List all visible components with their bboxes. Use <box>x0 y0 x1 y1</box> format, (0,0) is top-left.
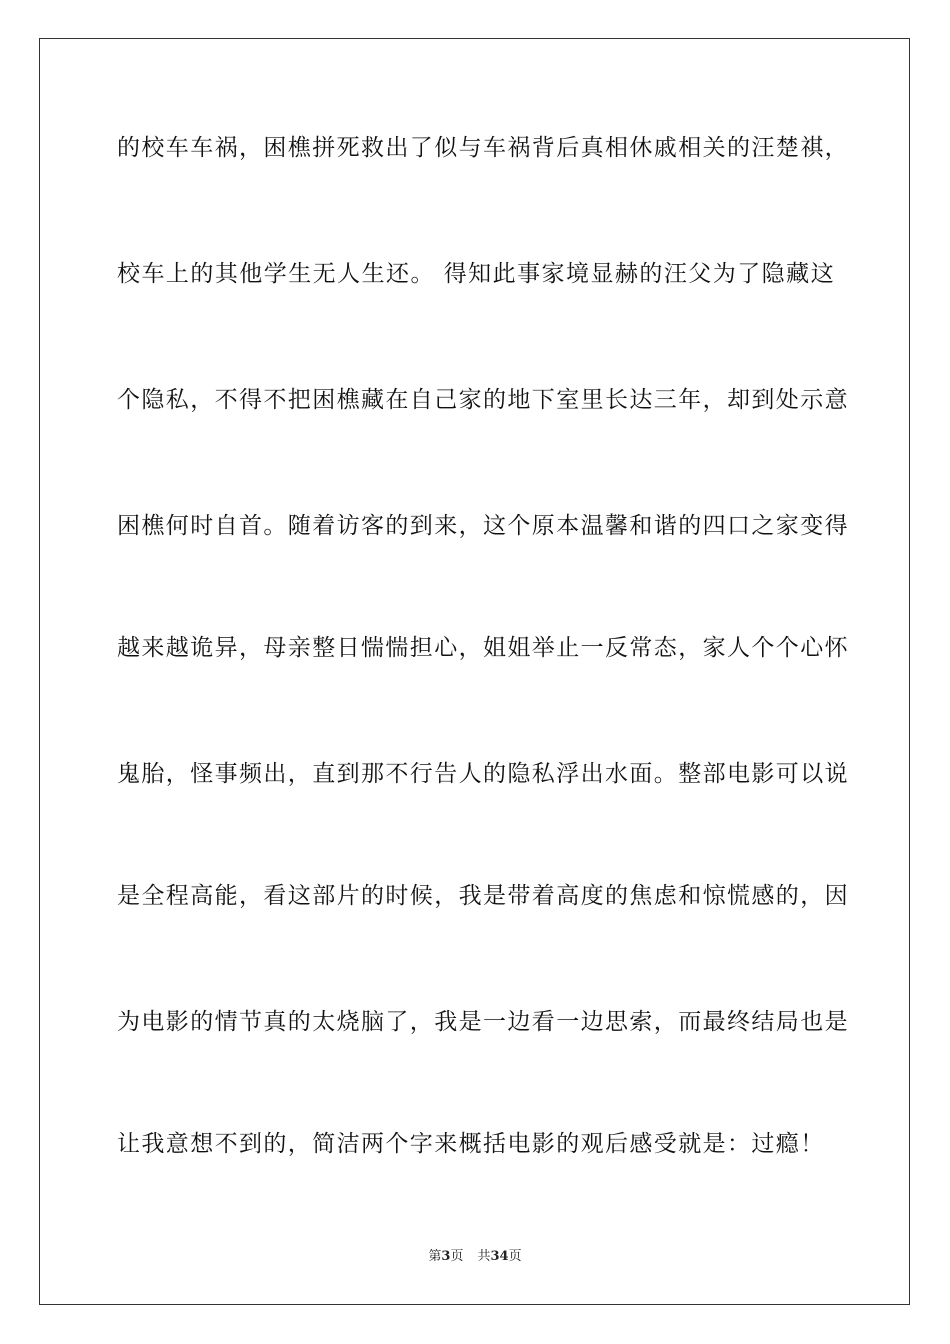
text-line: 让我意想不到的，简洁两个字来概括电影的观后感受就是：过瘾！ <box>117 1131 825 1157</box>
text-line: 的校车车祸，困樵拼死救出了似与车祸背后真相休戚相关的汪楚祺， <box>117 135 849 161</box>
text-line: 鬼胎，怪事频出，直到那不行告人的隐私浮出水面。整部电影可以说 <box>117 761 849 787</box>
text-line: 是全程高能，看这部片的时候，我是带着高度的焦虑和惊慌感的，因 <box>117 883 849 909</box>
total-pages: 34 <box>490 1249 509 1264</box>
text-line: 个隐私，不得不把困樵藏在自己家的地下室里长达三年，却到处示意 <box>117 387 849 413</box>
page-footer <box>0 1248 950 1266</box>
page-border <box>39 38 910 1305</box>
text-line: 困樵何时自首。随着访客的到来，这个原本温馨和谐的四口之家变得 <box>117 513 849 539</box>
text-line: 校车上的其他学生无人生还。 得知此事家境显赫的汪父为了隐藏这 <box>117 261 835 287</box>
total-pages-label: 共34页 <box>477 1249 522 1264</box>
text-line: 为电影的情节真的太烧脑了，我是一边看一边思索，而最终结局也是 <box>117 1009 849 1035</box>
page-number-label: 第3页 <box>428 1249 464 1264</box>
text-line: 越来越诡异，母亲整日惴惴担心，姐姐举止一反常态，家人个个心怀 <box>117 635 849 661</box>
page-number: 3 <box>441 1249 451 1264</box>
